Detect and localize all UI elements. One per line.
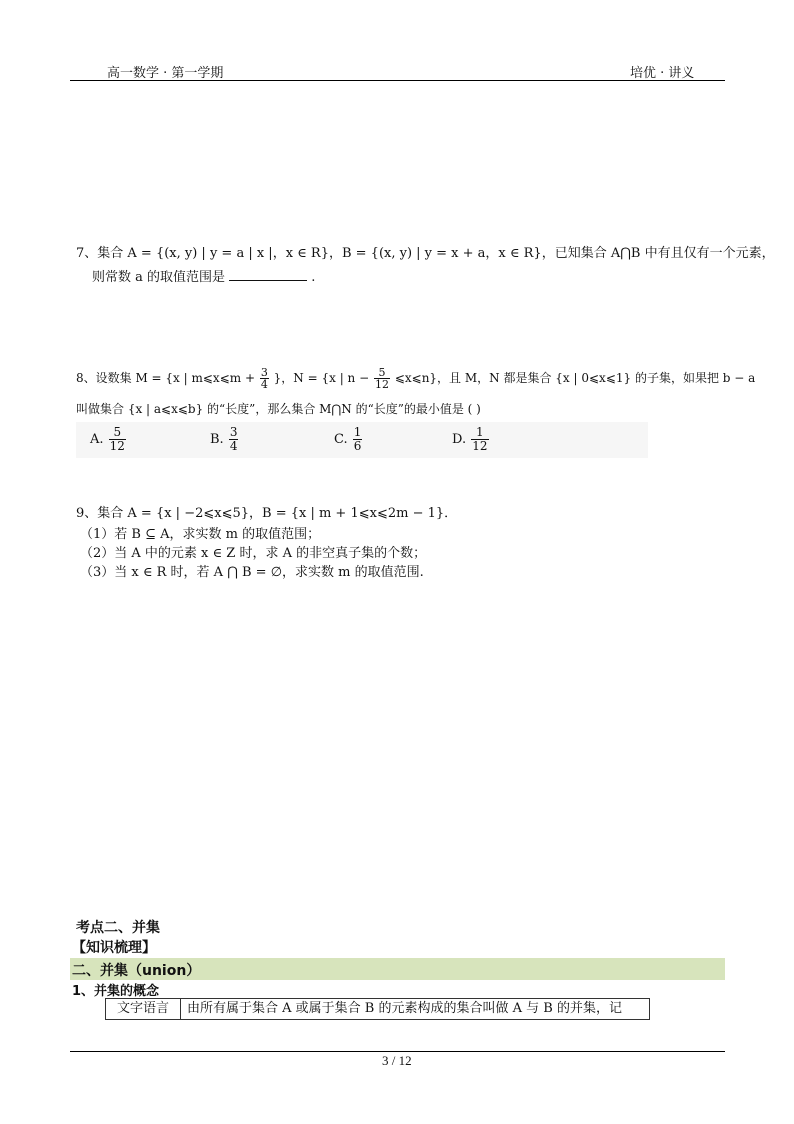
q8-option-d-label: D.	[452, 432, 467, 447]
section-kaodian: 考点二、并集	[76, 920, 160, 936]
q7-answer-blank	[229, 268, 307, 281]
q8-option-b[interactable]	[210, 422, 239, 458]
definition-table	[105, 998, 650, 1020]
q7-line2	[92, 267, 315, 289]
footer-rule	[70, 1051, 725, 1052]
q8-option-b-label: B.	[210, 432, 224, 447]
q7-line1: 7、集合 A = {(x, y) | y = a | x |，x ∈ R}，B = {(x, y) | y = x + a，x ∈ R}，已知集合 A⋂B 中有且仅有一个元素，	[76, 246, 775, 261]
q8-option-b-den: 4	[229, 439, 238, 453]
q8-option-a-den: 12	[109, 439, 125, 453]
q8-text-2: }，N = {x | n −	[273, 371, 370, 385]
q8-line1	[76, 367, 755, 390]
q8-option-b-num: 3	[229, 425, 238, 439]
q7-line2-text: 则常数 a 的取值范围是	[92, 270, 226, 285]
header-right: 培优 · 讲义	[630, 66, 695, 81]
q9-sub3: （3）当 x ∈ R 时，若 A ⋂ B = ∅，求实数 m 的取值范围.	[80, 565, 424, 580]
q8-text-3: ⩽x⩽n}，且 M，N 都是集合 {x | 0⩽x⩽1} 的子集，如果把 b − a	[394, 371, 756, 385]
q8-option-d-den: 12	[472, 439, 488, 453]
header-rule	[70, 80, 725, 81]
q8-fraction-2-den: 12	[374, 378, 389, 391]
q8-option-a-label: A.	[90, 432, 104, 447]
section-band-title: 二、并集（union）	[72, 963, 201, 979]
section-concept: 1、并集的概念	[72, 984, 160, 999]
header-left: 高一数学 · 第一学期	[107, 66, 224, 81]
q9-sub2: （2）当 A 中的元素 x ∈ Z 时，求 A 的非空真子集的个数；	[80, 546, 427, 561]
section-zhishi: 【知识梳理】	[72, 940, 156, 956]
q8-option-c-den: 6	[353, 439, 362, 453]
q8-option-a-fraction	[109, 426, 126, 453]
q8-option-d-num: 1	[471, 426, 488, 440]
q8-option-a-num: 5	[109, 426, 126, 440]
q8-option-c[interactable]	[334, 422, 363, 458]
q8-option-c-label: C.	[334, 432, 348, 447]
q8-option-d-fraction	[471, 426, 488, 453]
q8-line2: 叫做集合 {x | a⩽x⩽b} 的“长度”，那么集合 M⋂N 的“长度”的最小值是 ( )	[76, 402, 481, 416]
q8-option-a[interactable]	[90, 422, 127, 458]
q8-text-1: 8、设数集 M = {x | m⩽x⩽m +	[76, 371, 255, 385]
q8-fraction-2	[374, 367, 390, 390]
definition-table-label: 文字语言	[106, 999, 181, 1019]
q8-fraction-1-num: 3	[260, 366, 268, 379]
q9-sub1: （1）若 B ⊆ A，求实数 m 的取值范围；	[80, 527, 321, 542]
q8-fraction-1	[260, 367, 269, 390]
definition-table-text: 由所有属于集合 A 或属于集合 B 的元素构成的集合叫做 A 与 B 的并集，记	[187, 1001, 622, 1016]
q8-fraction-1-den: 4	[260, 378, 268, 391]
q8-option-c-num: 1	[353, 425, 362, 439]
section-band	[70, 958, 725, 980]
q8-fraction-2-num: 5	[374, 367, 390, 379]
q9-line1: 9、集合 A = {x | −2⩽x⩽5}，B = {x | m + 1⩽x⩽2m − 1}．	[76, 506, 458, 521]
q8-options	[76, 422, 648, 458]
q8-option-d[interactable]	[452, 422, 490, 458]
q8-option-b-fraction	[229, 426, 239, 453]
q8-option-c-fraction	[353, 426, 363, 453]
q7-line2-end: .	[311, 270, 316, 285]
page-number: 3 / 12	[382, 1053, 412, 1068]
